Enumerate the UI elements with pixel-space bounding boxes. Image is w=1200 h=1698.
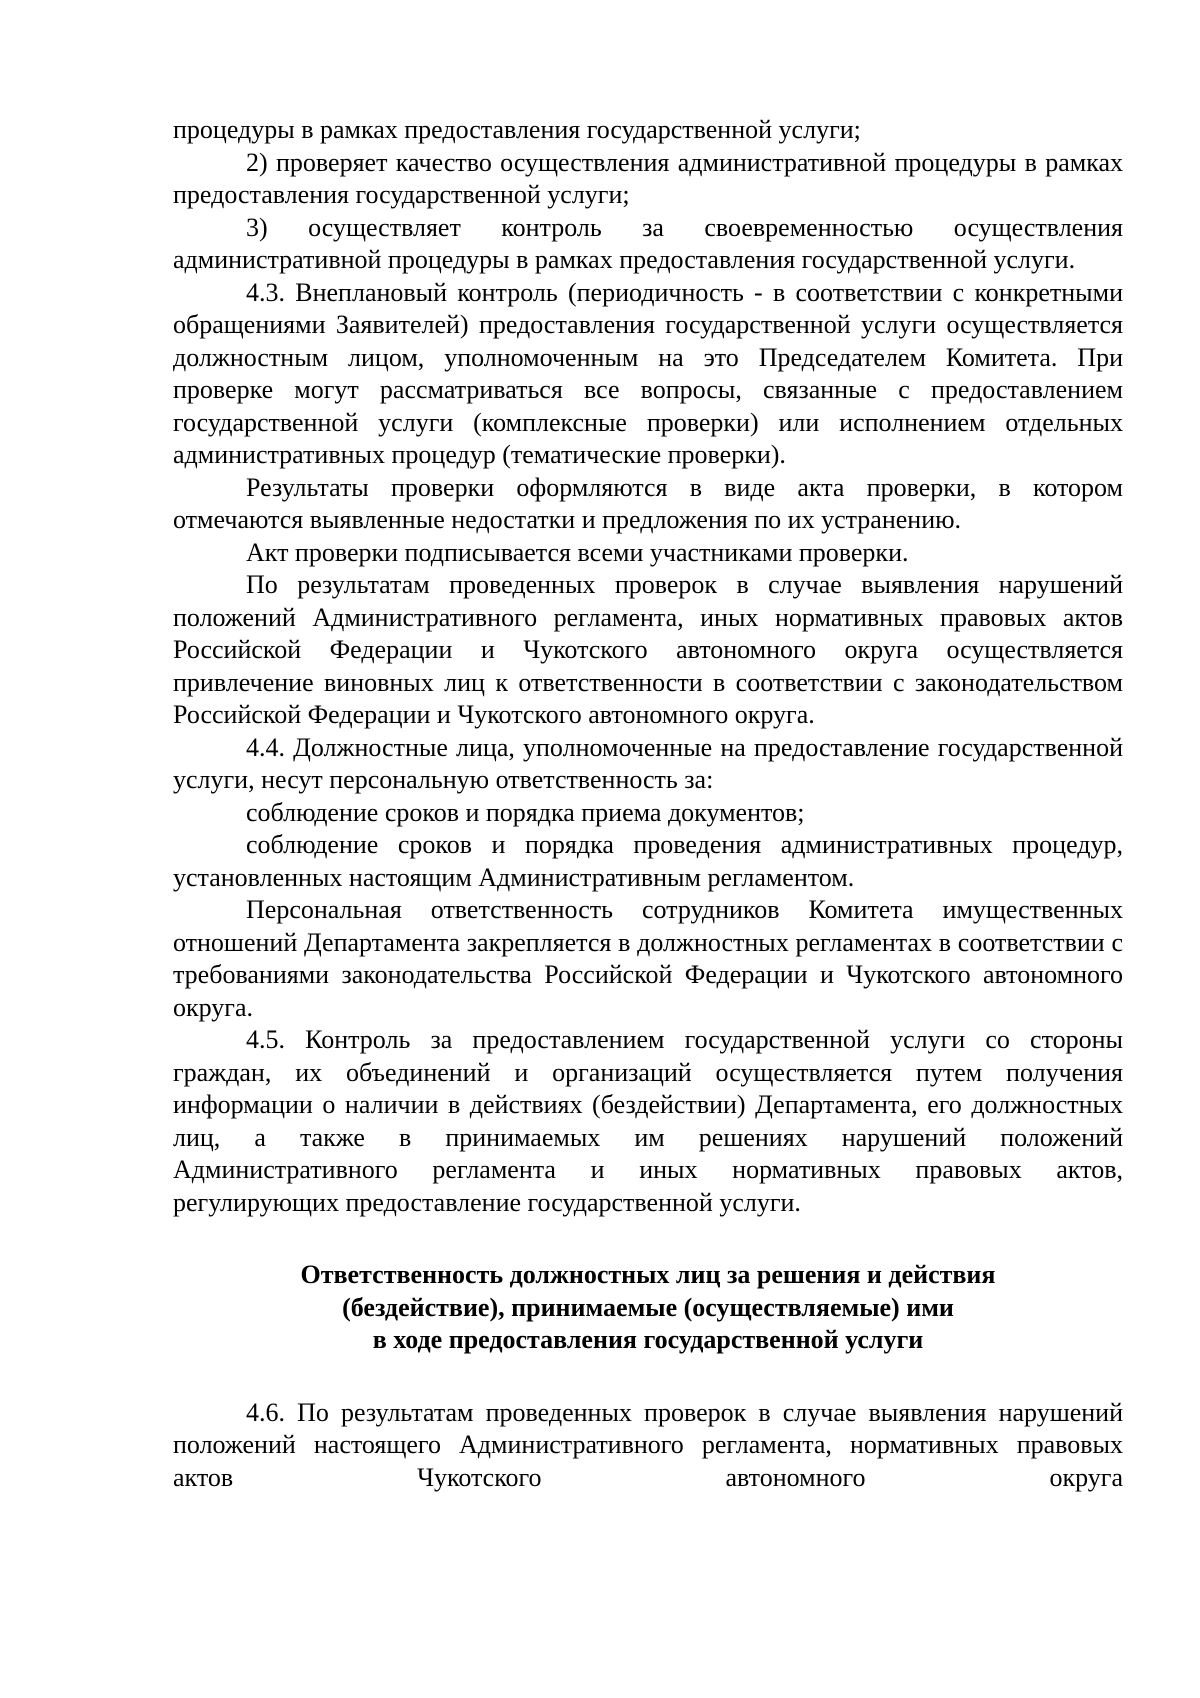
paragraph-8: соблюдение сроков и порядка приема документов;: [246, 797, 805, 827]
paragraph-3: 4.3. Внеплановый контроль (периодичность - в соответствии с конкретными обращениями Заявителей) предоставления государственной услуги осуществляется должностным лицом, уполномоченным на это Председателем Комитета. При проверке могут рассматриваться все вопросы, связанные с предоставлением государственной услуги (комплексные проверки) или исполнением отдельных административных процедур (тематические проверки).: [173, 277, 1123, 469]
paragraph-6: По результатам проведенных проверок в случае выявления нарушений положений Административного регламента, иных нормативных правовых актов Российской Федерации и Чукотского автономного округа осуществляется привлечение виновных лиц к ответственности в соответствии с законодательством Российской Федерации и Чукотского автономного округа.: [173, 570, 1123, 729]
paragraph-2: 3) осуществляет контроль за своевременностью осуществления административной процедуры в рамках предоставления государственной услуги.: [173, 212, 1123, 274]
paragraph-5: Акт проверки подписывается всеми участниками проверки.: [246, 537, 909, 567]
section-heading-line-3: в ходе предоставления государственной услуги: [372, 1325, 924, 1354]
paragraph-0: процедуры в рамках предоставления государственной услуги;: [173, 115, 861, 144]
section-heading-line-1: Ответственность должностных лиц за решения и действия: [300, 1260, 996, 1289]
paragraph-7: 4.4. Должностные лица, уполномоченные на предоставление государственной услуги, несут персональную ответственность за:: [173, 732, 1123, 794]
paragraph-11: 4.5. Контроль за предоставлением государственной услуги со стороны граждан, их объединений и организаций осуществляется путем получения информации о наличии в действиях (бездействии) Департамента, его должностных лиц, а также в принимаемых им решениях нарушений положений Административного регламента и иных нормативных правовых актов, регулирующих предоставление государственной услуги.: [173, 1025, 1123, 1217]
paragraph-9: соблюдение сроков и порядка проведения административных процедур, установленных настоящим Административным регламентом.: [173, 830, 1123, 892]
paragraph-4: Результаты проверки оформляются в виде акта проверки, в котором отмечаются выявленные недостатки и предложения по их устранению.: [173, 472, 1123, 534]
section-heading: [173, 1259, 1123, 1357]
paragraph-4-6: 4.6. По результатам проведенных проверок в случае выявления нарушений положений настоящего Административного регламента, нормативных правовых актов Чукотского автономного округа: [173, 1397, 1123, 1492]
section-heading-line-2: (бездействие), принимаемые (осуществляемые) ими: [342, 1292, 954, 1322]
paragraph-1: 2) проверяет качество осуществления административной процедуры в рамках предоставления государственной услуги;: [173, 147, 1123, 209]
document-page: [173, 114, 1123, 1494]
paragraph-10: Персональная ответственность сотрудников Комитета имущественных отношений Департамента закрепляется в должностных регламентах в соответствии с требованиями законодательства Российской Федерации и Чукотского автономного округа.: [173, 895, 1123, 1022]
